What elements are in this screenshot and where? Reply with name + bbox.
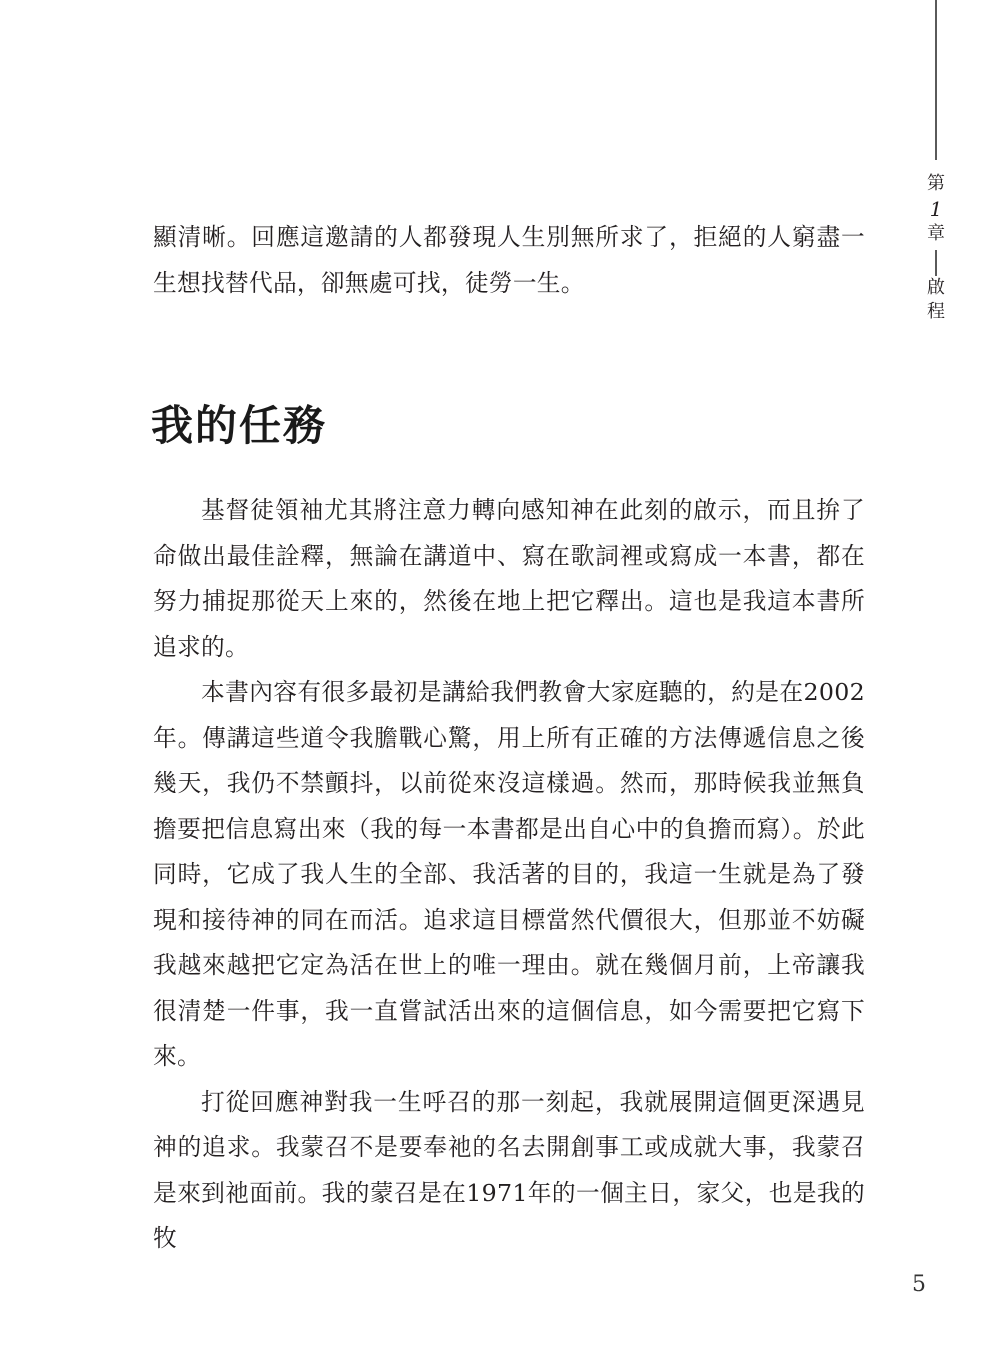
opening-paragraph: 顯清晰。回應這邀請的人都發現人生別無所求了，拒絕的人窮盡一生想找替代品，卻無處可找，徒勞一生。 <box>153 223 865 297</box>
body-paragraph: 打從回應神對我一生呼召的那一刻起，我就展開這個更深遇見神的追求。我蒙召不是要奉祂的名去開創事工或成就大事，我蒙召是來到祂面前。我的蒙召是在1971年的一個主日，家父，也是我的牧 <box>153 1087 865 1252</box>
chapter-tab <box>922 172 950 324</box>
opening-text-block <box>153 215 865 306</box>
page-number: 5 <box>912 1272 926 1297</box>
chapter-tab-gap <box>922 246 950 276</box>
chapter-tab-prefix: 第 <box>927 173 945 194</box>
body-paragraph: 基督徒領袖尤其將注意力轉向感知神在此刻的啟示，而且拚了命做出最佳詮釋，無論在講道中、寫在歌詞裡或寫成一本書，都在努力捕捉那從天上來的，然後在地上把它釋出。這也是我這本書所追求的。 <box>153 496 865 661</box>
chapter-tab-suffix: 章 <box>927 223 945 244</box>
chapter-tab-title-char: 程 <box>927 301 945 322</box>
body-text-block <box>153 488 865 1262</box>
chapter-tab-line-top <box>935 0 937 160</box>
section-title: 我的任務 <box>151 401 328 450</box>
chapter-tab-title-char: 啟 <box>927 277 945 298</box>
body-paragraph: 本書內容有很多最初是講給我們教會大家庭聽的，約是在2002年。傳講這些道令我膽戰心驚，用上所有正確的方法傳遞信息之後幾天，我仍不禁顫抖，以前從來沒這樣過。然而，那時候我並無負擔要把信息寫出來（我的每一本書都是出自心中的負擔而寫）。於此同時，它成了我人生的全部、我活著的目的，我這一生就是為了發現和接待神的同在而活。追求這目標當然代價很大，但那並不妨礙我越來越把它定為活在世上的唯一理由。就在幾個月前，上帝讓我很清楚一件事，我一直嘗試活出來的這個信息，如今需要把它寫下來。 <box>153 678 865 1070</box>
chapter-tab-number: 1 <box>929 197 943 221</box>
